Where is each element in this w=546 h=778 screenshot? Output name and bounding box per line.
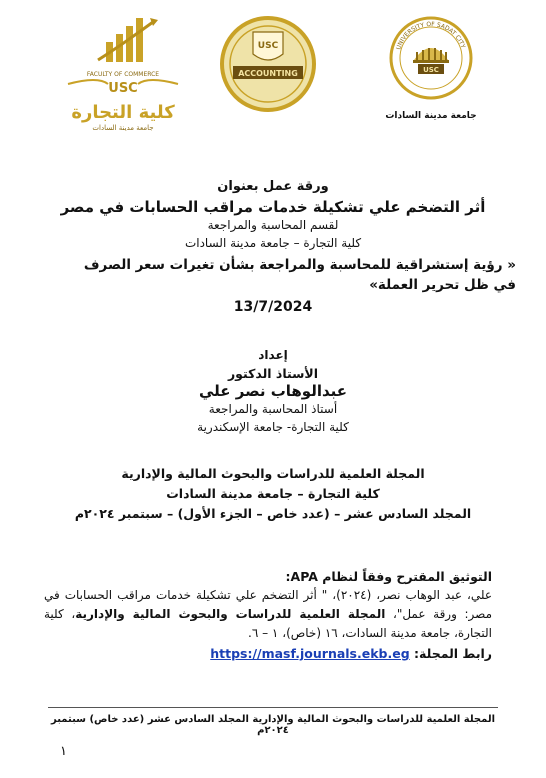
prepared-by-label: إعداد: [258, 348, 288, 362]
citation-journal-bold: المجلة العلمية للدراسات والبحوث المالية والإدارية: [75, 607, 386, 621]
citation-text-end: ، كلية التجارة، جامعة مدينة السادات، ١٦ (خاص)، ١ – ٦.: [44, 607, 492, 640]
faculty-of-commerce-logo: [58, 14, 188, 134]
commerce-logo-abbr: USC: [108, 81, 138, 96]
commerce-logo-arabic-name: كلية التجارة: [71, 102, 175, 123]
author-affiliation: كلية التجارة- جامعة الإسكندرية: [197, 420, 349, 434]
journal-name: المجلة العلمية للدراسات والبحوث المالية والإدارية: [121, 466, 425, 481]
citation-text: [44, 586, 492, 643]
footer-text: المجلة العلمية للدراسات والبحوث المالية والإدارية المجلد السادس عشر (عدد خاص) سبتمبر ٢٠٢٤م: [50, 714, 496, 736]
page-number: ١: [60, 744, 67, 759]
university-logo-abbr: USC: [423, 66, 439, 74]
citation-heading: التوثيق المقترح وفقاً لنظام APA:: [285, 569, 492, 584]
paper-type: ورقة عمل بعنوان: [217, 179, 329, 194]
department-line: لقسم المحاسبة والمراجعة: [207, 218, 339, 232]
bar-chart-icon: [98, 18, 158, 62]
citation-block: [44, 567, 492, 643]
vision-subtitle: « رؤية إستشراقية للمحاسبة والمراجعة بشأن تغيرات سعر الصرف في ظل تحرير العملة»: [83, 257, 516, 293]
commerce-logo-arabic-sub: جامعة مدينة السادات: [92, 124, 154, 132]
university-logo-ring-text: UNIVERSITY OF SADAT CITY: [395, 20, 467, 51]
paper-date: 13/7/2024: [233, 299, 313, 315]
journal-link[interactable]: https://masf.journals.ekb.eg: [210, 646, 410, 661]
author-name: عبدالوهاب نصر علي: [198, 382, 348, 400]
university-logo-arabic-name: جامعة مدينة السادات: [385, 111, 477, 121]
accounting-department-logo: [213, 14, 323, 114]
footer-divider: [48, 707, 498, 708]
faculty-line: كلية التجارة – جامعة مدينة السادات: [184, 236, 362, 250]
accounting-logo-abbr: USC: [257, 41, 279, 51]
commerce-logo-top-text: FACULTY OF COMMERCE: [86, 71, 160, 78]
paper-title: أثر التضخم علي تشكيلة خدمات مراقب الحسابات في مصر: [60, 198, 486, 216]
citation-text-plain: علي، عبد الوهاب نصر، (٢٠٢٤)، " أثر التضخم علي تشكيلة خدمات مراقب الحسابات في مصر: ورقة عمل"،: [44, 588, 493, 621]
accounting-logo-word: ACCOUNTING: [238, 69, 298, 78]
journal-faculty: كلية التجارة – جامعة مدينة السادات: [166, 486, 380, 501]
journal-link-label: رابط المجلة:: [414, 646, 492, 661]
professor-title: الأستاذ الدكتور: [227, 366, 319, 381]
journal-link-line: [44, 646, 492, 661]
journal-volume: المجلد السادس عشر – (عدد خاص – الجزء الأول) – سبتمبر ٢٠٢٤م: [74, 506, 472, 521]
university-of-sadat-city-logo: [382, 14, 480, 124]
author-position: أستاذ المحاسبة والمراجعة: [208, 402, 338, 416]
